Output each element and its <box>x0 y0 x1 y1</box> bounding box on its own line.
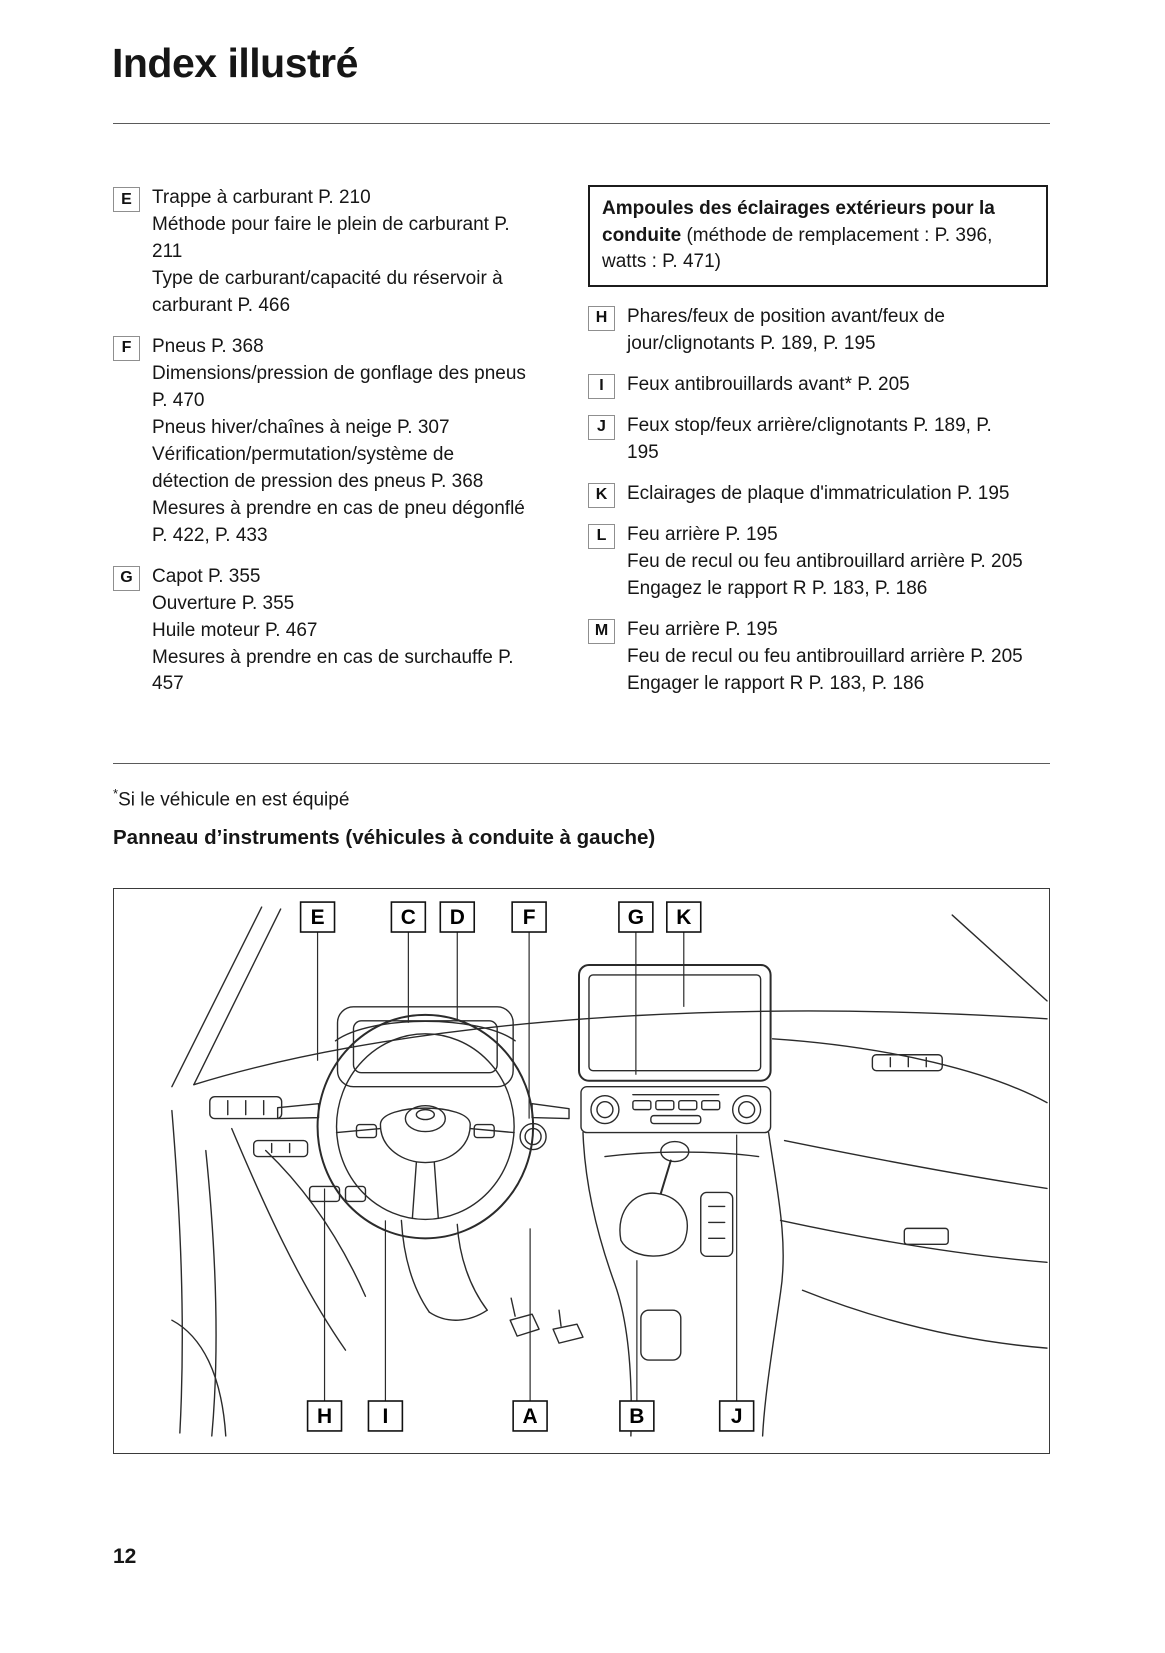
dashboard-illustration <box>114 889 1049 1453</box>
center-touchscreen <box>579 965 771 1081</box>
entry-lines <box>152 334 530 550</box>
callout-letter-badge: L <box>588 524 615 549</box>
index-line: Feux antibrouillards avant* P. 205 <box>627 373 910 395</box>
diagram-label-G <box>619 902 653 932</box>
index-line: Huile moteur P. 467 <box>152 619 318 641</box>
brake-pedal <box>510 1314 539 1336</box>
svg-text:A: A <box>522 1404 538 1428</box>
entry-lines <box>627 304 1027 358</box>
divider-top <box>113 123 1050 124</box>
index-line: Ouverture P. 355 <box>152 592 295 614</box>
svg-text:J: J <box>730 1404 743 1428</box>
index-line: Type de carburant/capacité du réservoir à carburant P. 466 <box>152 267 503 316</box>
index-line: Engagez le rapport R P. 183, P. 186 <box>627 577 928 599</box>
passenger-dash <box>773 1039 1047 1348</box>
index-line: Pneus hiver/chaînes à neige P. 307 <box>152 416 450 438</box>
index-line: Pneus P. 368 <box>152 335 264 357</box>
entry-lines <box>152 564 530 699</box>
index-entry-L <box>588 522 1050 603</box>
svg-text:K: K <box>676 906 692 930</box>
right-column <box>588 185 1050 711</box>
shift-gate <box>701 1192 733 1256</box>
callout-letter-badge: I <box>588 374 615 399</box>
diagram-label-J <box>720 1401 754 1431</box>
diagram-label-D <box>440 902 474 932</box>
index-line: Capot P. 355 <box>152 565 261 587</box>
diagram-label-H <box>308 1401 342 1431</box>
entry-lines <box>627 413 1027 467</box>
diagram-label-A <box>513 1401 547 1431</box>
entry-lines <box>627 617 1027 698</box>
svg-text:I: I <box>382 1404 389 1428</box>
diagram-label-K <box>667 902 701 932</box>
callout-letter-badge: K <box>588 483 615 508</box>
callout-letter-badge: G <box>113 566 140 591</box>
callout-labels-bottom <box>308 1401 754 1431</box>
exterior-bulbs-box-subtitle: (méthode de remplacement : P. 396, watts : P. 471) <box>602 224 993 273</box>
callout-letter-badge: M <box>588 619 615 644</box>
index-entry-K <box>588 481 1050 508</box>
index-line: Feu de recul ou feu antibrouillard arrière P. 205 <box>627 550 1023 572</box>
index-line: Vérification/permutation/système de détection de pression des pneus P. 368 <box>152 443 484 492</box>
shift-lever <box>661 1161 671 1194</box>
index-entry-E <box>113 185 558 320</box>
entry-lines <box>627 481 1027 508</box>
audio-panel <box>581 1087 771 1133</box>
footnote <box>113 786 349 811</box>
index-line: Eclairages de plaque d'immatriculation P. 195 <box>627 482 1010 504</box>
index-entry-M <box>588 617 1050 698</box>
index-line: Feu arrière P. 195 <box>627 618 778 640</box>
right-stalk <box>532 1104 569 1119</box>
svg-text:H: H <box>316 1404 333 1428</box>
steering-wheel <box>278 1015 569 1239</box>
index-entry-I <box>588 372 1050 399</box>
index-line: Phares/feux de position avant/feux de jour/clignotants P. 189, P. 195 <box>627 305 945 354</box>
svg-text:E: E <box>310 906 325 930</box>
footnote-asterisk: * <box>113 786 119 801</box>
exterior-bulbs-box <box>588 185 1048 287</box>
svg-text:F: F <box>522 906 536 930</box>
index-line: Trappe à carburant P. 210 <box>152 187 371 208</box>
entry-lines <box>152 185 530 320</box>
diagram-label-F <box>512 902 546 932</box>
index-entry-G <box>113 564 558 699</box>
left-column <box>113 185 558 712</box>
index-line: Dimensions/pression de gonflage des pneus P. 470 <box>152 362 526 411</box>
svg-text:D: D <box>449 906 465 930</box>
divider-middle <box>113 763 1050 764</box>
index-line: Engager le rapport R P. 183, P. 186 <box>627 672 925 694</box>
dash-outline <box>172 907 1047 1087</box>
index-line: Mesures à prendre en cas de pneu dégonflé P. 422, P. 433 <box>152 497 525 546</box>
diagram-label-C <box>391 902 425 932</box>
svg-text:B: B <box>629 1404 645 1428</box>
diagram-label-E <box>301 902 335 932</box>
page-title: Index illustré <box>112 40 358 86</box>
entry-lines <box>627 372 1027 399</box>
callout-lines <box>318 932 737 1401</box>
index-entry-F <box>113 334 558 550</box>
shift-boot <box>620 1193 687 1256</box>
section-heading: Panneau d’instruments (véhicules à conduite à gauche) <box>113 826 656 849</box>
index-line: Méthode pour faire le plein de carburant P. 211 <box>152 213 510 262</box>
entry-lines <box>627 522 1027 603</box>
callout-letter-badge: H <box>588 306 615 331</box>
dashboard-diagram-frame <box>113 888 1050 1454</box>
callout-letter-badge: E <box>113 187 140 212</box>
page-number: 12 <box>113 1545 137 1568</box>
callout-letter-badge: F <box>113 336 140 361</box>
index-entry-J <box>588 413 1050 467</box>
instrument-cluster <box>338 1007 514 1087</box>
index-line: Feu de recul ou feu antibrouillard arrière P. 205 <box>627 645 1023 667</box>
console-tray <box>641 1310 681 1360</box>
index-line: Feux stop/feux arrière/clignotants P. 189, P. 195 <box>627 414 992 463</box>
footnote-text: Si le véhicule en est équipé <box>118 789 350 811</box>
left-vents-and-door <box>172 1097 366 1436</box>
callout-labels-top <box>301 902 701 932</box>
svg-text:G: G <box>627 906 645 930</box>
left-stalk <box>278 1104 319 1119</box>
diagram-label-B <box>620 1401 654 1431</box>
index-entry-H <box>588 304 1050 358</box>
index-line: Mesures à prendre en cas de surchauffe P. 457 <box>152 646 514 695</box>
accelerator-pedal <box>553 1324 583 1343</box>
index-line: Feu arrière P. 195 <box>627 523 778 545</box>
exterior-bulbs-box-title: Ampoules des éclairages extérieurs pour la conduite <box>602 198 995 246</box>
center-console-and-shifter <box>583 1133 783 1436</box>
svg-text:C: C <box>400 906 416 930</box>
diagram-label-I <box>368 1401 402 1431</box>
callout-letter-badge: J <box>588 415 615 440</box>
